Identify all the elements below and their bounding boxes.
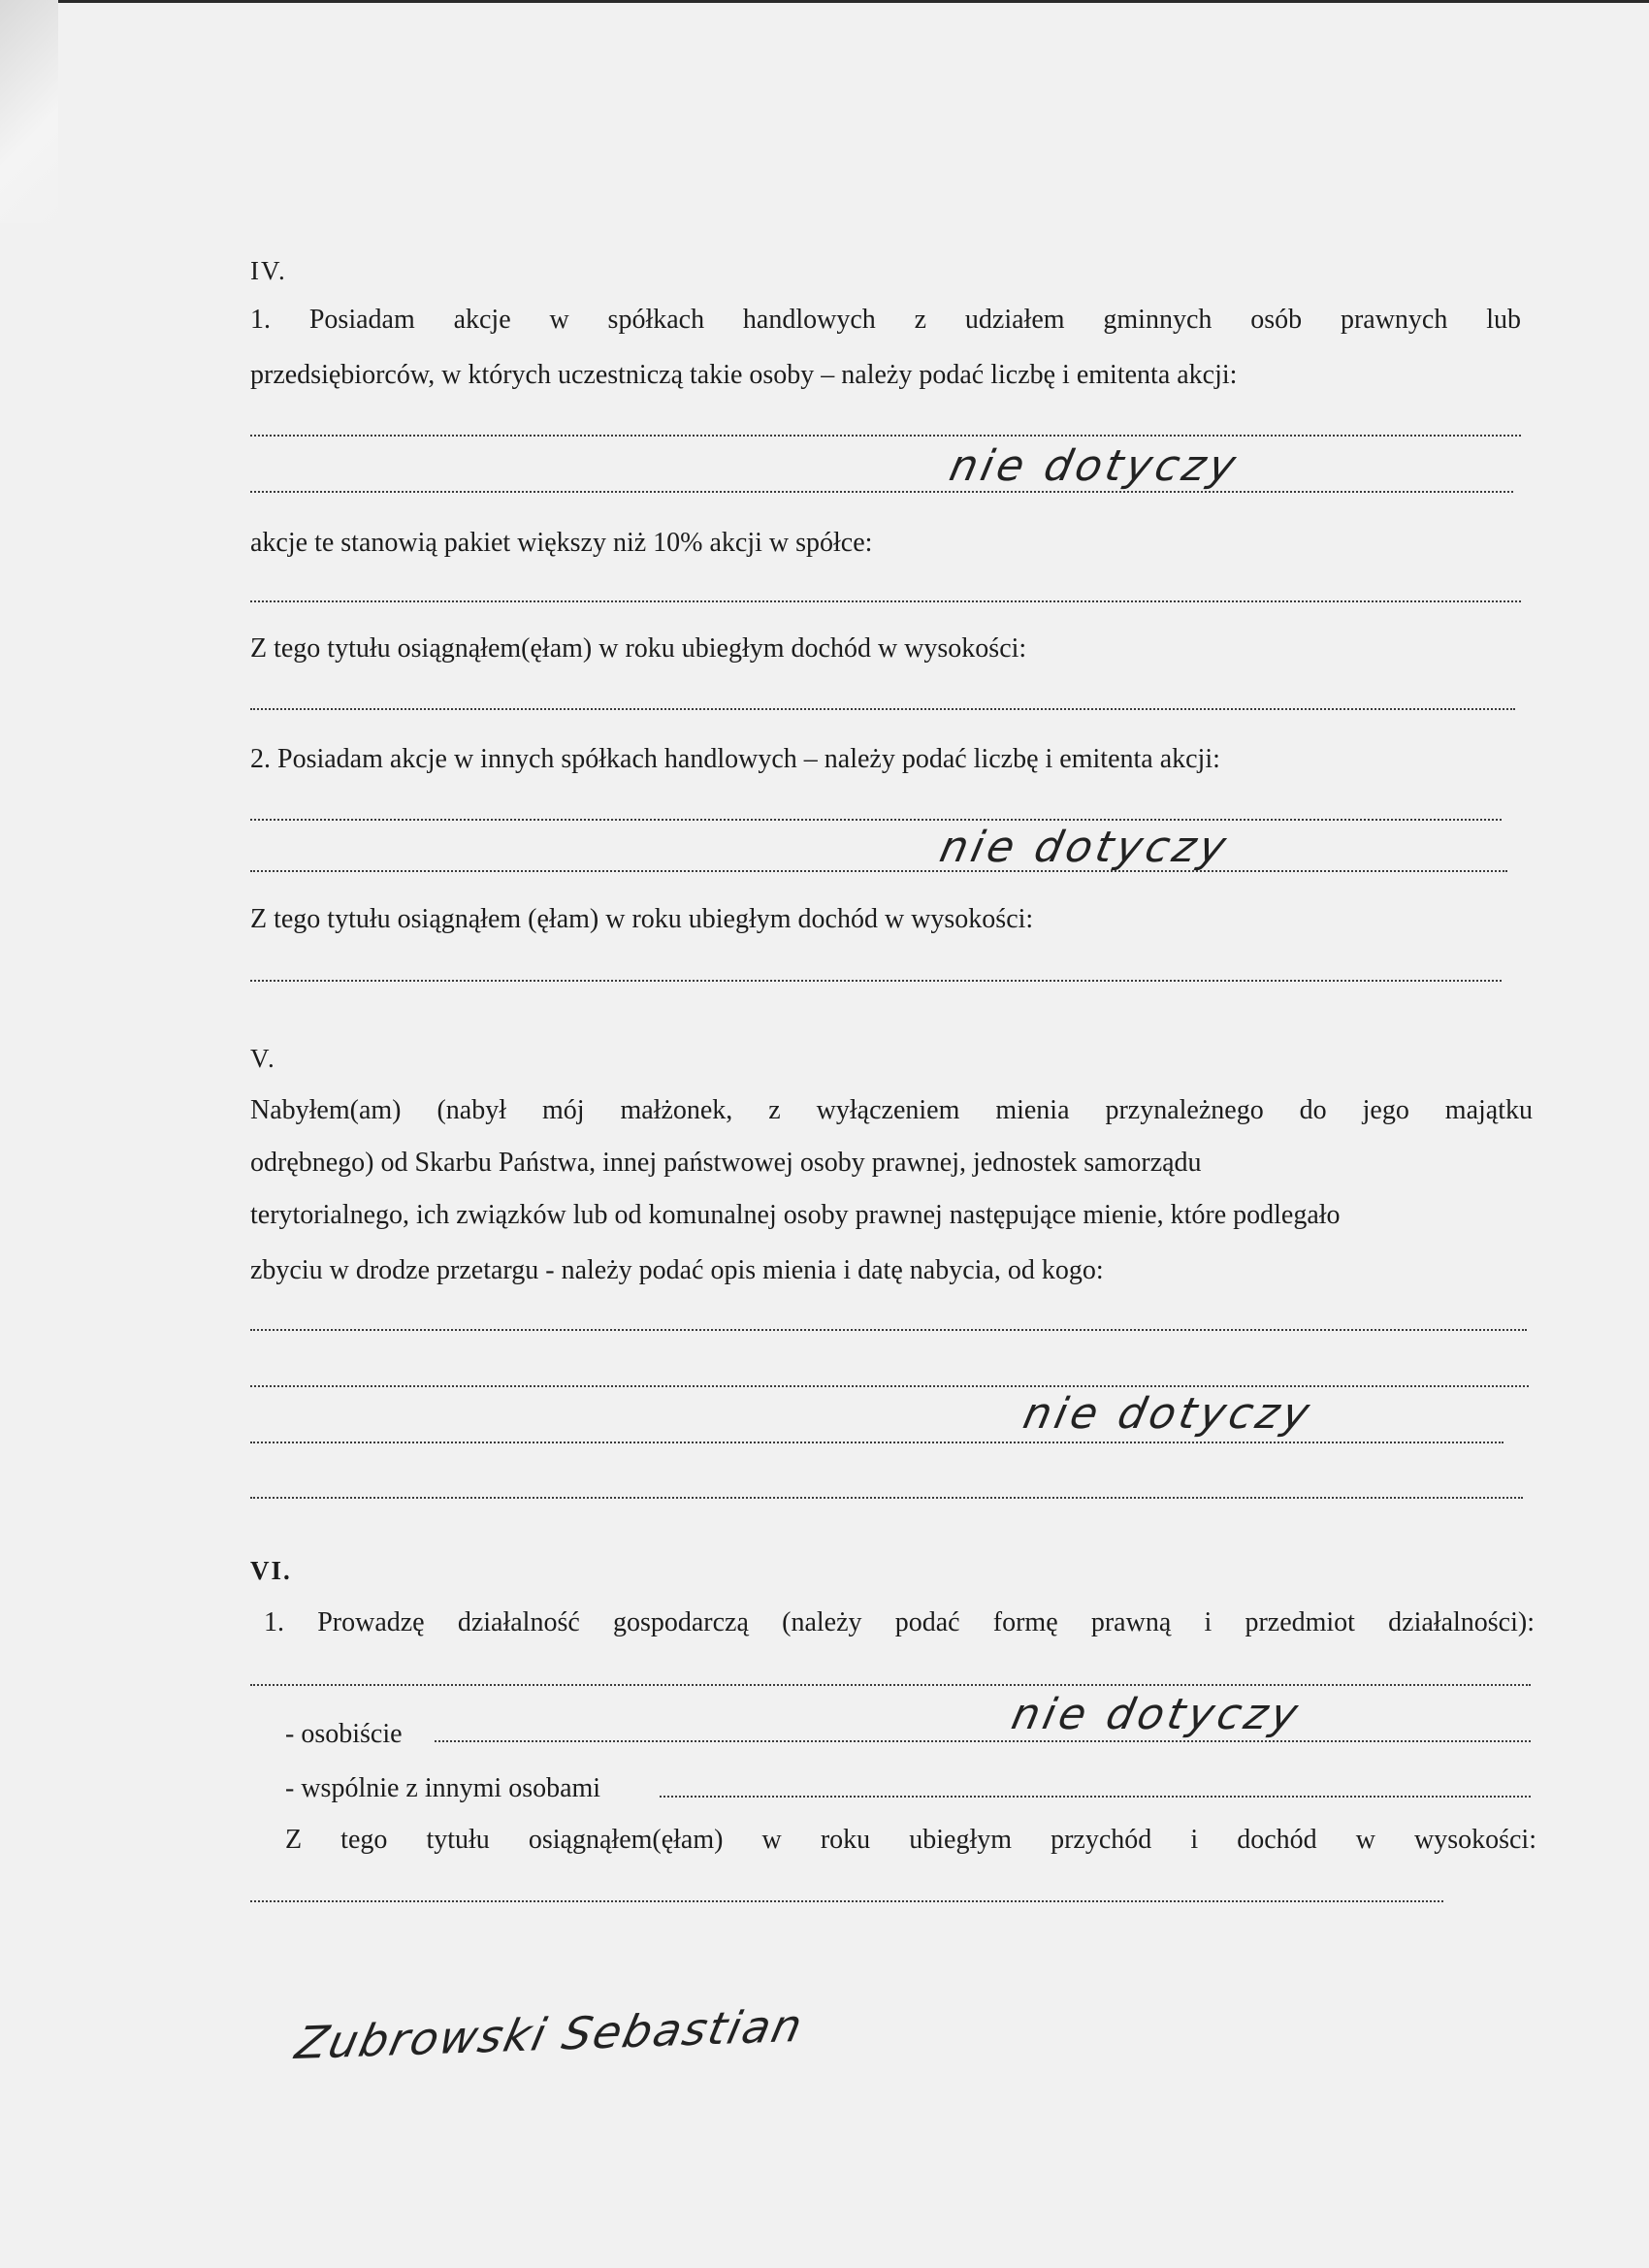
- section-vi-osobiscie-dotline: [435, 1740, 1531, 1742]
- section-v-dotline-2: [250, 1385, 1529, 1387]
- section-iv-item1-pakiet-label: akcje te stanowią pakiet większy niż 10% akcji w spółce:: [250, 528, 873, 558]
- section-v-handwritten-answer: nie dotyczy: [1018, 1389, 1318, 1439]
- section-iv-item1-line1: 1. Posiadam akcje w spółkach handlowych z udziałem gminnych osób prawnych lub: [250, 305, 1521, 335]
- section-iv-item1-dotline-2: [250, 491, 1513, 493]
- section-v-dotline-1: [250, 1329, 1527, 1331]
- section-iv-item2-line1: 2. Posiadam akcje w innych spółkach handlowych – należy podać liczbę i emitenta akcji:: [250, 744, 1220, 774]
- section-iv-item2-income-dotline: [250, 980, 1502, 982]
- section-iv-item2-handwritten-answer: nie dotyczy: [935, 823, 1235, 872]
- section-v-line1: Nabyłem(am) (nabył mój małżonek, z wyłączeniem mienia przynależnego do jego majątku: [250, 1095, 1533, 1125]
- section-vi-item1-dotline: [250, 1684, 1531, 1686]
- section-iv-item1-income-dotline: [250, 708, 1515, 710]
- section-iv-item1-handwritten-answer: nie dotyczy: [945, 441, 1245, 491]
- section-vi-heading: VI.: [250, 1556, 292, 1585]
- section-vi-osobiscie-handwritten-answer: nie dotyczy: [1007, 1690, 1307, 1739]
- section-v-dotline-3: [250, 1442, 1504, 1443]
- section-iv-item1-line2: przedsiębiorców, w których uczestniczą takie osoby – należy podać liczbę i emitenta akcji:: [250, 360, 1238, 390]
- scan-top-border: [0, 0, 1649, 3]
- section-iv-item1-income-label: Z tego tytułu osiągnąłem(ęłam) w roku ubiegłym dochód w wysokości:: [250, 633, 1027, 664]
- section-v-line4: zbyciu w drodze przetargu - należy podać opis mienia i datę nabycia, od kogo:: [250, 1255, 1104, 1285]
- section-v-line3: terytorialnego, ich związków lub od komunalnej osoby prawnej następujące mienie, które podlegało: [250, 1200, 1341, 1230]
- section-vi-wspolnie-dotline: [660, 1796, 1531, 1798]
- section-vi-income-label: Z tego tytułu osiągnąłem(ęłam) w roku ubiegłym przychód i dochód w wysokości:: [285, 1825, 1536, 1855]
- section-iv-item1-pakiet-dotline: [250, 600, 1521, 602]
- section-v-heading: V.: [250, 1044, 276, 1073]
- section-iv-item1-dotline-1: [250, 435, 1521, 437]
- section-vi-item1-line1: 1. Prowadzę działalność gospodarczą (należy podać formę prawną i przedmiot działalności):: [264, 1607, 1535, 1637]
- section-iv-item2-income-label: Z tego tytułu osiągnąłem (ęłam) w roku ubiegłym dochód w wysokości:: [250, 904, 1034, 934]
- handwritten-signature: Zubrowski Sebastian: [291, 1998, 809, 2070]
- section-vi-osobiscie-label: - osobiście: [285, 1719, 403, 1749]
- scan-corner-shadow: [0, 0, 58, 223]
- section-iv-item2-dotline-2: [250, 870, 1507, 872]
- section-vi-income-dotline: [250, 1900, 1443, 1902]
- section-v-line2: odrębnego) od Skarbu Państwa, innej państwowej osoby prawnej, jednostek samorządu: [250, 1148, 1202, 1178]
- section-vi-wspolnie-label: - wspólnie z innymi osobami: [285, 1773, 601, 1803]
- section-v-dotline-4: [250, 1497, 1523, 1499]
- section-iv-heading: IV.: [250, 256, 287, 285]
- section-iv-item2-dotline-1: [250, 819, 1502, 821]
